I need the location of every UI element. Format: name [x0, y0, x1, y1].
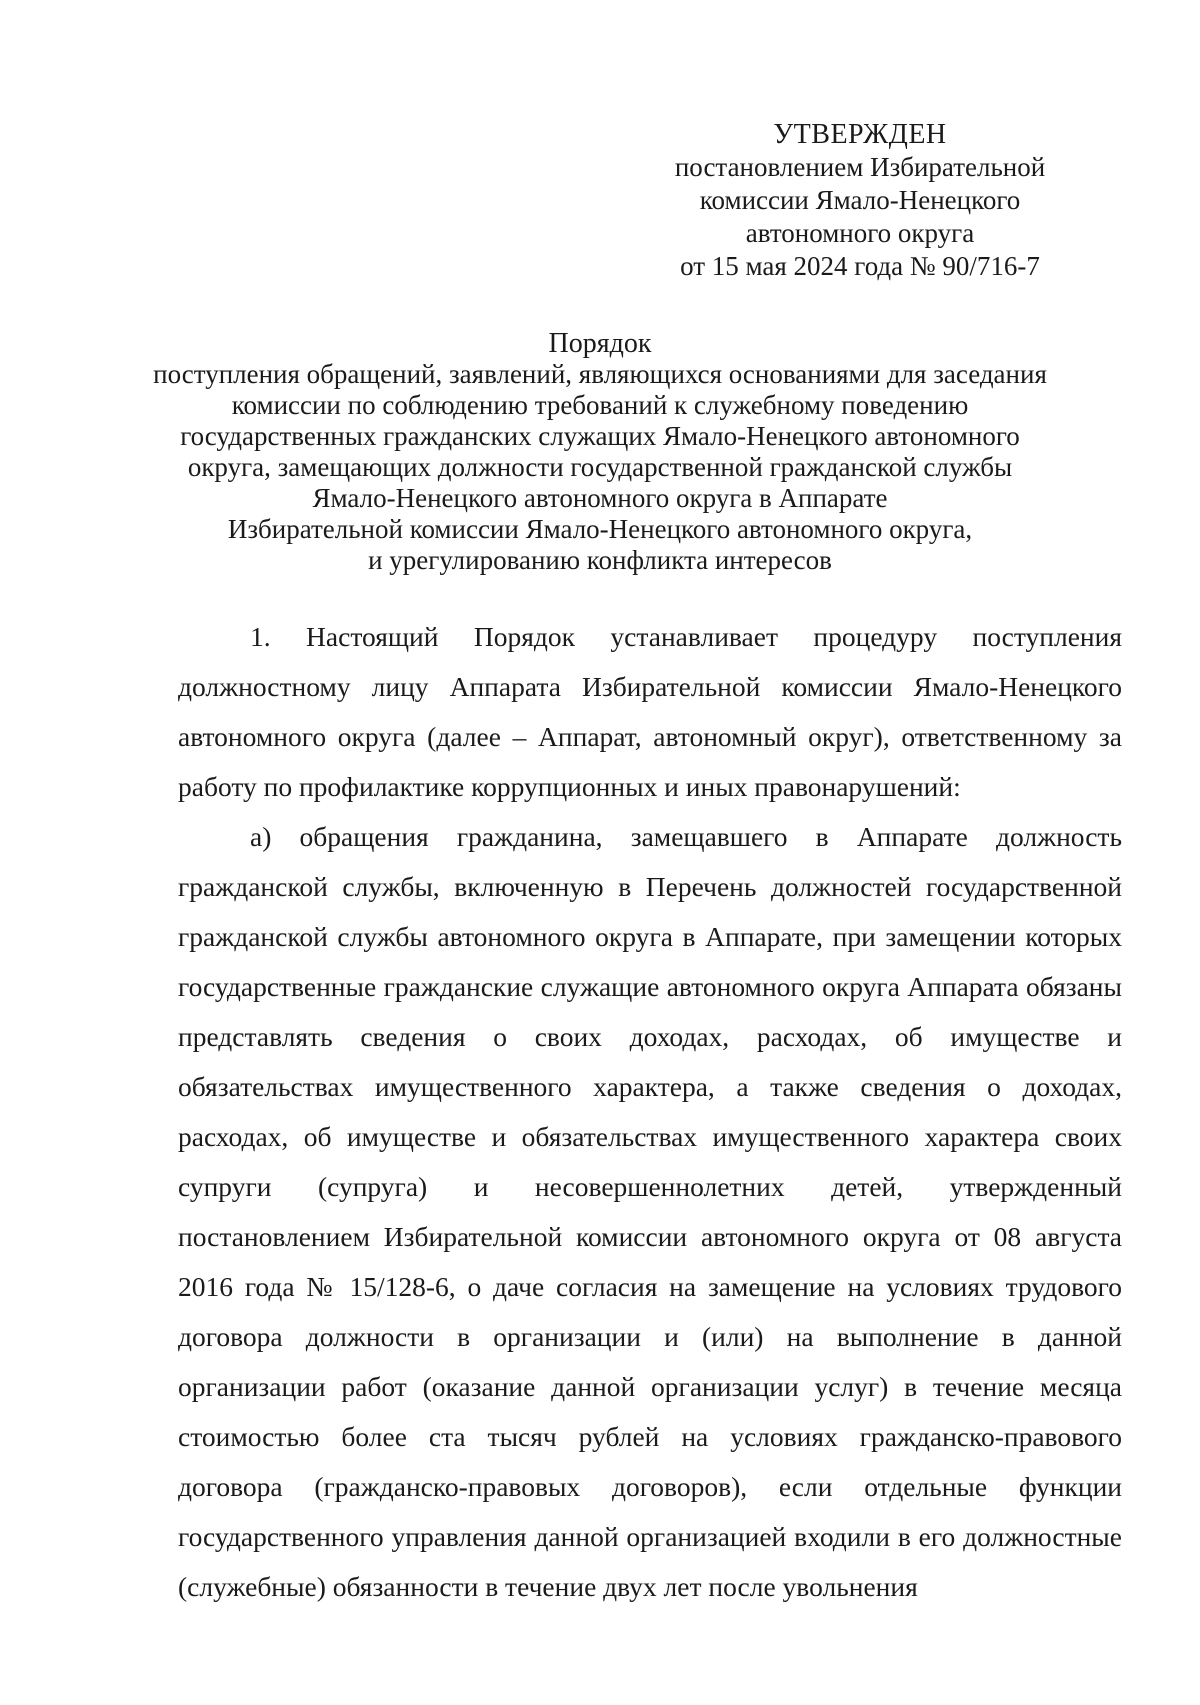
- document-subtitle-line: и урегулированию конфликта интересов: [368, 545, 832, 575]
- document-title: Порядок: [548, 328, 652, 359]
- document-body: [178, 612, 1122, 1612]
- document-subtitle-line: Ямало-Ненецкого автономного округа в Аппарате: [312, 483, 888, 513]
- document-subtitle-line: округа, замещающих должности государственной гражданской службы: [187, 452, 1013, 482]
- document-subtitle-line: комиссии по соблюдению требований к служебному поведению: [231, 390, 969, 420]
- document-subtitle-line: Избирательной комиссии Ямало-Ненецкого автономного округа,: [227, 514, 973, 544]
- approval-line: автономного округа: [745, 218, 975, 248]
- document-title-block: [150, 328, 1050, 576]
- document-subtitle-line: поступления обращений, заявлений, являющихся основаниями для заседания: [153, 359, 1047, 389]
- paragraph-1: 1. Настоящий Порядок устанавливает процедуру поступления должностному лицу Аппарата Избирательной комиссии Ямало-Ненецкого автономного округа (далее – Аппарат, автономный округ), ответственному за работу по профилактике коррупционных и иных правонарушений:: [178, 621, 1122, 802]
- approval-heading: УТВЕРЖДЕН: [773, 119, 947, 150]
- approval-block: [600, 118, 1120, 283]
- approval-line: постановлением Избирательной: [674, 152, 1046, 182]
- approval-line: комиссии Ямало-Ненецкого: [699, 185, 1021, 215]
- approval-date-number: от 15 мая 2024 года № 90/716-7: [680, 251, 1040, 281]
- paragraph-1a: а) обращения гражданина, замещавшего в Аппарате должность гражданской службы, включенную в Перечень должностей государственной гражданской службы автономного округа в Аппарате, при замещении которых государственные гражданские служащие автономного округа Аппарата обязаны представлять сведения о своих доходах, расходах, об имуществе и обязательствах имущественного характера, а также сведения о доходах, расходах, об имуществе и обязательствах имущественного характера своих супруги (супруга) и несовершеннолетних детей, утвержденный постановлением Избирательной комиссии автономного округа от 08 августа 2016 года № 15/128-6, о даче согласия на замещение на условиях трудового договора должности в организации и (или) на выполнение в данной организации работ (оказание данной организации услуг) в течение месяца стоимостью более ста тысяч рублей на условиях гражданско-правового договора (гражданско-правовых договоров), если отдельные функции государственного управления данной организацией входили в его должностные (служебные) обязанности в течение двух лет после увольнения: [178, 821, 1122, 1602]
- document-subtitle-line: государственных гражданских служащих Ямало-Ненецкого автономного: [180, 421, 1020, 451]
